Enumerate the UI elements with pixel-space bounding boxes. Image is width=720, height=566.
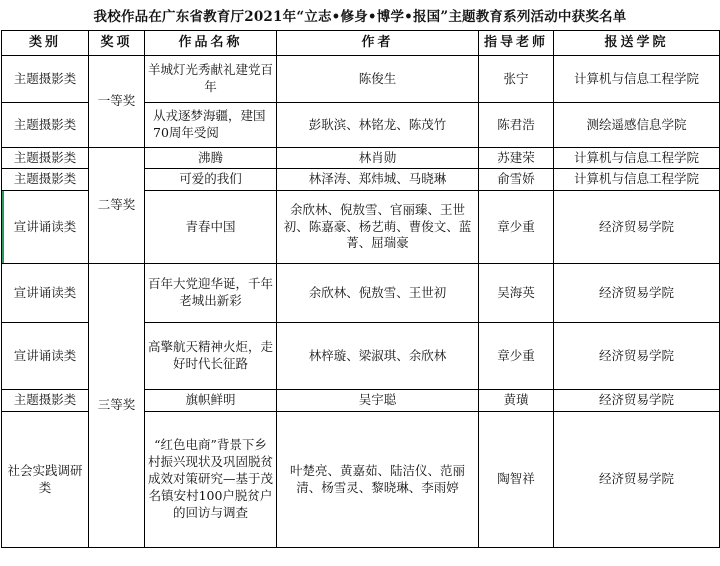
cell-category: 主题摄影类 [2,148,89,169]
table-row [2,148,720,169]
table-row [2,264,720,323]
cell-work: 从戎逐梦海疆，建国70周年受阅 [145,103,277,148]
cell-college: 计算机与信息工程学院 [554,148,720,169]
cell-advisor: 吴海英 [479,264,554,323]
cell-advisor: 黄璜 [479,390,554,412]
cell-authors: 叶楚亮、黄嘉茹、陆洁仪、范丽清、杨雪灵、黎晓琳、李雨婷 [277,412,479,548]
cell-advisor: 张宁 [479,56,554,103]
cell-category: 社会实践调研类 [2,412,89,548]
cell-authors: 余欣林、倪敖雪、官丽臻、王世初、陈嘉豪、杨艺萌、曹俊文、蓝菁、屈瑞豪 [277,191,479,264]
cell-college: 测绘遥感信息学院 [554,103,720,148]
header-advisor: 指导老师 [479,31,554,56]
cell-advisor: 苏建荣 [479,148,554,169]
cell-category: 宣讲诵读类 [2,323,89,390]
cell-advisor: 陶智祥 [479,412,554,548]
cell-college: 计算机与信息工程学院 [554,169,720,191]
cell-work: 青春中国 [145,191,277,264]
cell-category: 主题摄影类 [2,103,89,148]
cell-work: 羊城灯光秀献礼建党百年 [145,56,277,103]
award-table [1,30,720,548]
cell-work: “红色电商”背景下乡村振兴现状及巩固脱贫成效对策研究—基于茂名镇安村100户脱贫户的回访与调查 [145,412,277,548]
cell-advisor: 俞雪娇 [479,169,554,191]
cell-advisor: 陈君浩 [479,103,554,148]
header-award: 奖项 [89,31,145,56]
cell-work: 沸腾 [145,148,277,169]
cell-award-first: 一等奖 [89,56,145,148]
cell-work: 可爱的我们 [145,169,277,191]
cell-work: 旗帜鲜明 [145,390,277,412]
cell-award-second: 二等奖 [89,148,145,264]
cell-authors: 陈俊生 [277,56,479,103]
table-row [2,56,720,103]
cell-college: 经济贸易学院 [554,191,720,264]
cell-college: 经济贸易学院 [554,412,720,548]
cell-category: 宣讲诵读类 [2,264,89,323]
cell-work: 高擎航天精神火炬，走好时代长征路 [145,323,277,390]
cell-authors: 彭耿滨、林铭龙、陈茂竹 [277,103,479,148]
cell-authors: 林梓璇、梁淑琪、余欣林 [277,323,479,390]
cell-authors: 余欣林、倪敖雪、王世初 [277,264,479,323]
cell-college: 计算机与信息工程学院 [554,56,720,103]
cell-authors: 吴宇聪 [277,390,479,412]
cell-authors: 林肖勋 [277,148,479,169]
header-category: 类别 [2,31,89,56]
header-college: 报送学院 [554,31,720,56]
page-title: 我校作品在广东省教育厅2021年“立志•修身•博学•报国”主题教育系列活动中获奖名单 [93,9,627,25]
cell-category: 主题摄影类 [2,56,89,103]
cell-category: 宣讲诵读类 [2,191,89,264]
cell-category: 主题摄影类 [2,390,89,412]
cell-advisor: 章少重 [479,191,554,264]
header-work: 作品名称 [145,31,277,56]
header-authors: 作者 [277,31,479,56]
cell-work: 百年大党迎华诞，千年老城出新彩 [145,264,277,323]
cell-advisor: 章少重 [479,323,554,390]
cell-award-third: 三等奖 [89,264,145,548]
table-header-row [2,31,720,56]
cell-authors: 林泽涛、郑炜城、马晓琳 [277,169,479,191]
cell-college: 经济贸易学院 [554,264,720,323]
cell-college: 经济贸易学院 [554,323,720,390]
cell-category: 主题摄影类 [2,169,89,191]
cell-college: 经济贸易学院 [554,390,720,412]
